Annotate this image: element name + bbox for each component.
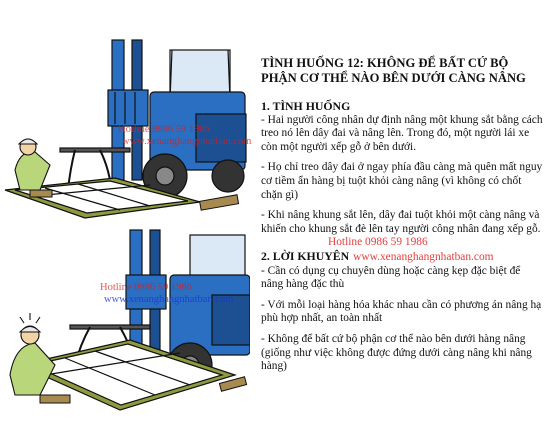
forklift-scene-bottom [0,225,250,420]
section-heading-situation: 1. TÌNH HUỐNG [261,99,351,113]
advice-paragraph: - Với mỗi loại hàng hóa khác nhau cần có phương án nâng hạ phù hợp nhất, an toàn nhất [261,298,542,325]
situation-paragraph: - Khi nâng khung sắt lên, dây đai tuột khỏi một càng nâng và khiến cho khung sắt đè lên tay người công nhân đang xếp gỗ. [261,209,541,235]
forklift-top [60,40,246,198]
document-title: TÌNH HUỐNG 12: KHÔNG ĐỂ BẤT CỨ BỘ PHẬN CƠ THỂ NÀO BÊN DƯỚI CÀNG NÂNG [261,56,526,85]
hotline-watermark-top: Hotline 0986 59 1986 [118,124,210,135]
worker-top [15,139,50,190]
section-heading-advice: 2. LỜI KHUYÊN [261,248,350,263]
website-watermark-top: www.xenanghangnhatban.com [122,136,252,147]
website-watermark-text: www.xenanghangnhatban.com [353,250,494,263]
hotline-watermark-bottom: Hotline 0986 59 1986 [100,282,192,293]
situation-paragraph: - Họ chỉ treo dây đai ở ngay phía đầu càng mà quên mất nguy cơ tiềm ẩn hàng bị tuột khỏi càng nâng (vì không có chốt chặn gì) [261,161,543,201]
worker-bottom [10,313,55,395]
illustration-forklift-lifting-frame [0,30,250,220]
website-watermark-bottom: www.xenanghangnhatban.com [104,294,234,305]
advice-paragraph: - Cần có dụng cụ chuyên dùng hoặc càng kẹp đặc biệt để nâng hàng đặc thù [261,264,521,291]
situation-paragraph: - Hai người công nhân dự định nâng một khung sắt bằng cách treo nó lên dây đai và nâng lên. Trong đó, một người lái xe còn một người xếp gỗ ở bên dưới. [261,113,543,153]
hotline-watermark-text: Hotline 0986 59 1986 [328,236,428,249]
text-column [261,56,543,381]
advice-paragraph: - Không để bất cứ bộ phận cơ thể nào bên dưới hàng nâng (giống như việc không được đứng dưới càng nâng khi nâng hàng) [261,332,532,373]
illustration-frame-falling-on-worker [0,225,250,420]
